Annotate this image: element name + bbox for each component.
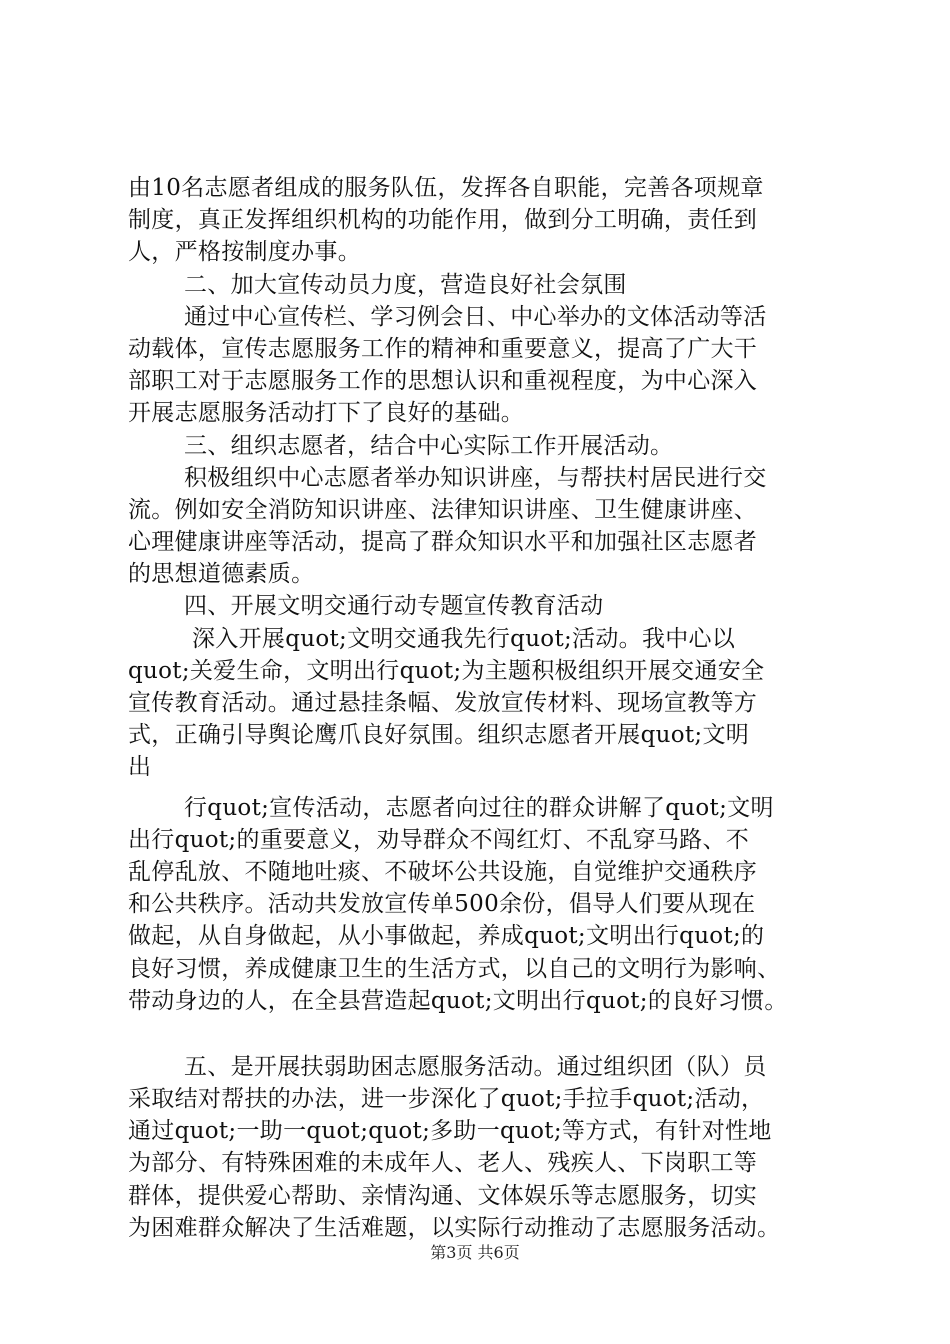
text-line: 宣传教育活动。通过悬挂条幅、发放宣传材料、现场宣教等方 xyxy=(128,690,758,716)
text-line: 制度，真正发挥组织机构的功能作用，做到分工明确，责任到 xyxy=(128,207,758,234)
text-line: 良好习惯，养成健康卫生的生活方式，以自己的文明行为影响、 xyxy=(128,955,781,982)
text-line: 五、是开展扶弱助困志愿服务活动。通过组织团（队）员 xyxy=(184,1053,767,1080)
text-line: 采取结对帮扶的办法，进一步深化了quot;手拉手quot;活动， xyxy=(128,1086,765,1113)
text-line: 流。例如安全消防知识讲座、法律知识讲座、卫生健康讲座、 xyxy=(128,496,758,523)
text-line: 出 xyxy=(128,754,152,781)
text-line: quot;关爱生命，文明出行quot;为主题积极组织开展交通安全 xyxy=(128,657,765,684)
text-line: 和公共秩序。活动共发放宣传单500余份，倡导人们要从现在 xyxy=(128,891,756,918)
text-line: 人，严格按制度办事。 xyxy=(128,239,361,266)
text-line: 动载体，宣传志愿服务工作的精神和重要意义，提高了广大干 xyxy=(128,335,758,362)
text-line: 深入开展quot;文明交通我先行quot;活动。我中心以 xyxy=(192,625,736,652)
text-line: 带动身边的人，在全县营造起quot;文明出行quot;的良好习惯。 xyxy=(128,987,788,1014)
section-heading: 三、组织志愿者，结合中心实际工作开展活动。 xyxy=(184,432,674,459)
text-line: 为部分、有特殊困难的未成年人、老人、残疾人、下岗职工等 xyxy=(128,1150,758,1177)
spacer xyxy=(128,1017,832,1051)
text-line: 通过quot;一助一quot;quot;多助一quot;等方式，有针对性地 xyxy=(128,1118,772,1145)
section-heading: 四、开展文明交通行动专题宣传教育活动 xyxy=(184,593,604,620)
spacer xyxy=(128,784,832,792)
text-line: 出行quot;的重要意义，劝导群众不闯红灯、不乱穿马路、不 xyxy=(128,826,750,853)
text-line: 通过中心宣传栏、学习例会日、中心举办的文体活动等活 xyxy=(184,303,767,330)
section-heading: 二、加大宣传动员力度，营造良好社会氛围 xyxy=(184,271,627,298)
text-line: 为困难群众解决了生活难题，以实际行动推动了志愿服务活动。 xyxy=(128,1214,781,1241)
text-line: 心理健康讲座等活动，提高了群众知识水平和加强社区志愿者 xyxy=(128,529,758,556)
page-number-footer: 第3页 共6页 xyxy=(430,1243,520,1262)
text-line: 由10名志愿者组成的服务队伍，发挥各自职能，完善各项规章 xyxy=(128,175,764,201)
text-line: 乱停乱放、不随地吐痰、不破坏公共设施，自觉维护交通秩序 xyxy=(128,858,758,885)
text-line: 部职工对于志愿服务工作的思想认识和重视程度，为中心深入 xyxy=(128,368,758,395)
text-line: 行quot;宣传活动，志愿者向过往的群众讲解了quot;文明 xyxy=(184,794,774,821)
text-line: 的思想道德素质。 xyxy=(128,561,315,588)
text-line: 群体，提供爱心帮助、亲情沟通、文体娱乐等志愿服务，切实 xyxy=(128,1182,758,1209)
text-line: 做起，从自身做起，从小事做起，养成quot;文明出行quot;的 xyxy=(128,923,765,950)
text-line: 积极组织中心志愿者举办知识讲座，与帮扶村居民进行交 xyxy=(184,464,767,491)
text-line: 式，正确引导舆论鹰爪良好氛围。组织志愿者开展quot;文明 xyxy=(128,722,750,749)
text-line: 开展志愿服务活动打下了良好的基础。 xyxy=(128,400,525,427)
document-body xyxy=(128,172,832,1244)
